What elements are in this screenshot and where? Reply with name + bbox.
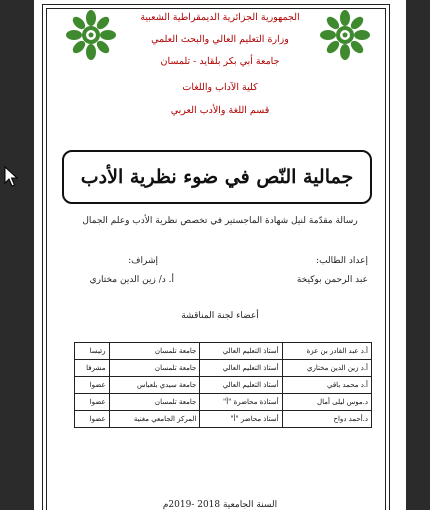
member-role: عضوا [75, 394, 110, 411]
thesis-subtitle: رسالة مقدّمة لنيل شهادة الماجستير في تخصص نظرية الأدب وعلم الجمال [82, 216, 358, 226]
header-university: جامعة أبي بكر بلقايد - تلمسان [160, 56, 280, 67]
member-name: أ.د عبد القادر بن عزة [282, 343, 371, 360]
supervision-label: إشراف: [128, 256, 158, 266]
member-institution: جامعة سيدي بلعباس [109, 377, 200, 394]
member-name: أ.د زين الدين مختاري [282, 360, 371, 377]
member-name: أ.د محمد باقي [282, 377, 371, 394]
member-institution: المركز الجامعي مغنية [109, 411, 200, 428]
member-role: مشرفا [75, 360, 110, 377]
supervisor-name: أ. د/ زين الدين مختاري [89, 275, 174, 285]
committee-title: أعضاء لجنة المناقشة [181, 311, 259, 321]
header-republic: الجمهورية الجزائرية الديمقراطية الشعبية [140, 12, 300, 23]
member-role: رئيسا [75, 343, 110, 360]
academic-year: السنة الجامعية 2018 -2019م [162, 500, 278, 510]
table-row [75, 394, 372, 411]
member-role: عضوا [75, 377, 110, 394]
table-row [75, 343, 372, 360]
preparation-label: إعداد الطالب: [316, 256, 368, 266]
member-rank: أستاذة محاضرة "أ" [200, 394, 282, 411]
header-department: قسم اللغة والأدب العربي [170, 105, 270, 116]
table-row [75, 377, 372, 394]
member-rank: أستاذ محاضر "أ" [200, 411, 282, 428]
header-faculty: كلية الآداب واللغات [182, 82, 258, 93]
member-role: عضوا [75, 411, 110, 428]
thesis-title: جمالية النّص في ضوء نظرية الأدب [62, 150, 372, 204]
member-institution: جامعة تلمسان [109, 360, 200, 377]
member-institution: جامعة تلمسان [109, 394, 200, 411]
member-rank: أستاذ التعليم العالي [200, 343, 282, 360]
header-ministry: وزارة التعليم العالي والبحث العلمي [151, 34, 289, 45]
member-name: د.موس ليلى أمال [282, 394, 371, 411]
table-row [75, 411, 372, 428]
table-row [75, 360, 372, 377]
committee-table [74, 342, 372, 428]
member-rank: أستاذ التعليم العالي [200, 360, 282, 377]
member-name: د.أحمد دواح [282, 411, 371, 428]
mouse-pointer-icon [4, 166, 18, 188]
member-rank: أستاذ التعليم العالي [200, 377, 282, 394]
member-institution: جامعة تلمسان [109, 343, 200, 360]
document-page [34, 0, 406, 510]
student-name: عبد الرحمن بوكيخة [296, 275, 368, 285]
